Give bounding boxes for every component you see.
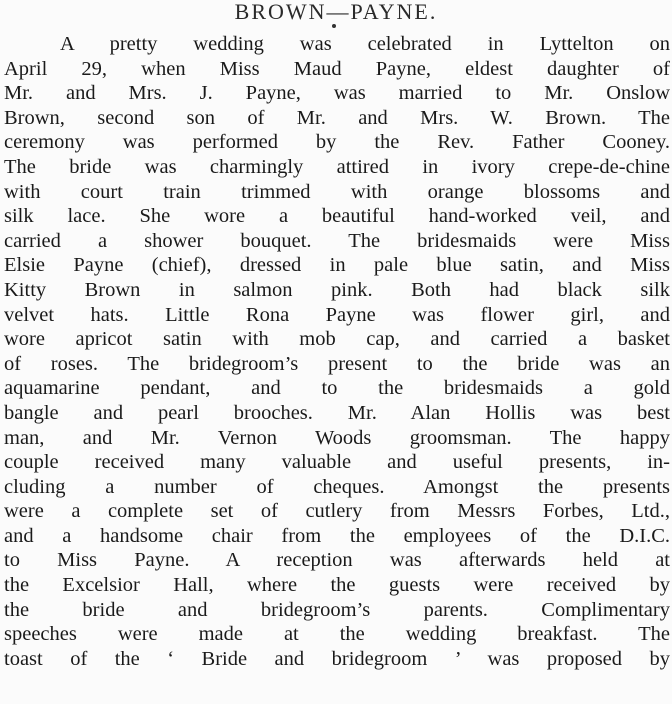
article-line: man, and Mr. Vernon Woods groomsman. The happy <box>4 426 670 449</box>
print-speck <box>332 24 336 28</box>
article-line: velvet hats. Little Rona Payne was flower girl, and <box>4 303 670 326</box>
article-line: speeches were made at the wedding breakfast. The <box>4 623 670 646</box>
article-line: silk lace. She wore a beautiful hand-worked veil, and <box>4 205 670 228</box>
article-line: the Excelsior Hall, where the guests were received by <box>4 574 670 597</box>
article-line: Kitty Brown in salmon pink. Both had black silk <box>4 278 670 301</box>
article-line: bangle and pearl brooches. Mr. Alan Hollis was best <box>4 401 670 424</box>
article-line: April 29, when Miss Maud Payne, eldest daughter of <box>4 57 670 80</box>
headline: BROWN—PAYNE. <box>234 0 438 24</box>
article-line: and a handsome chair from the employees of the D.I.C. <box>4 524 670 547</box>
article-line: wore apricot satin with mob cap, and carried a basket <box>4 328 670 351</box>
article-line: of roses. The bridegroom’s present to the bride was an <box>4 352 670 375</box>
article-line: Mr. and Mrs. J. Payne, was married to Mr. Onslow <box>4 82 670 105</box>
article-line: aquamarine pendant, and to the bridesmaids a gold <box>4 377 670 400</box>
article-line: ceremony was performed by the Rev. Father Cooney. <box>4 131 670 154</box>
article-line: with court train trimmed with orange blossoms and <box>4 180 670 203</box>
article-line: the bride and bridegroom’s parents. Complimentary <box>4 598 670 621</box>
article-body <box>4 32 670 671</box>
article-line: carried a shower bouquet. The bridesmaids were Miss <box>4 229 670 252</box>
article-line: to Miss Payne. A reception was afterwards held at <box>4 549 670 572</box>
article-line: toast of the ‘ Bride and bridegroom ’ was proposed by <box>4 647 670 670</box>
article-line: A pretty wedding was celebrated in Lyttelton on <box>60 33 670 55</box>
article-line: cluding a number of cheques. Amongst the presents <box>4 475 670 498</box>
article-line: Brown, second son of Mr. and Mrs. W. Brown. The <box>4 106 670 129</box>
article-line: Elsie Payne (chief), dressed in pale blue satin, and Miss <box>4 254 670 277</box>
article-line: The bride was charmingly attired in ivory crepe-de-chine <box>4 155 670 178</box>
article-line: couple received many valuable and useful presents, in- <box>4 451 670 474</box>
article-line: were a complete set of cutlery from Messrs Forbes, Ltd., <box>4 500 670 523</box>
